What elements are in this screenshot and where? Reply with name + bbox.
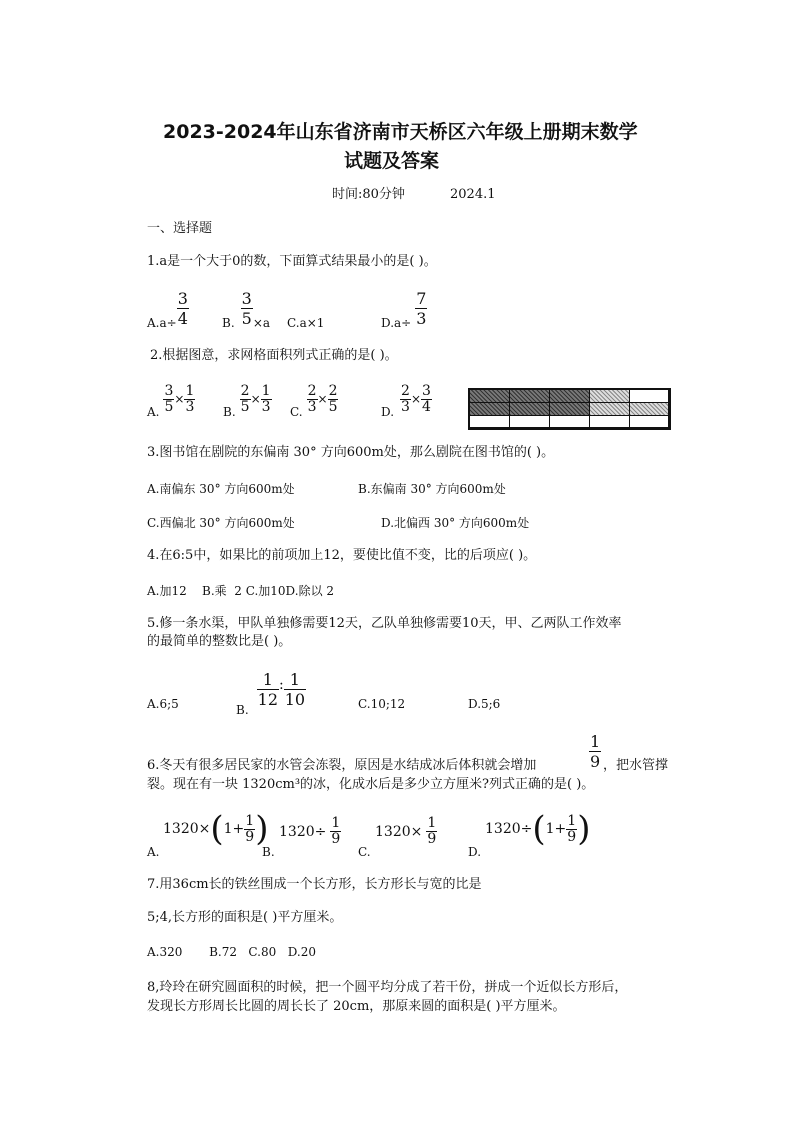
expression-text: 1320× (375, 823, 423, 840)
q2-stem: 2.根据图意，求网格面积列式正确的是( )。 (150, 348, 398, 363)
q7-options: A.320 B.72 C.80 D.20 (147, 945, 316, 959)
fraction-denominator: 5 (164, 399, 174, 415)
times-sign: × (250, 392, 261, 406)
grid-cell (630, 390, 669, 403)
ratio-colon: : (279, 677, 284, 693)
right-paren: ) (255, 809, 269, 849)
q1-option-a-prefix: A.a÷ (147, 316, 177, 330)
q6-option-c-expression (375, 816, 437, 847)
fraction-numerator: 1 (261, 383, 271, 399)
q2-grid-figure (468, 388, 671, 430)
fraction-denominator: 3 (185, 399, 195, 415)
fraction-numerator: 1 (245, 812, 255, 829)
q6-option-a-expression (163, 809, 269, 849)
fraction (163, 384, 174, 415)
times-sign: × (410, 392, 421, 406)
fraction-denominator: 4 (422, 399, 431, 415)
q6-option-d-expression (485, 809, 591, 849)
fraction (307, 384, 318, 415)
fraction-numerator: 2 (328, 383, 338, 399)
fraction (421, 384, 432, 415)
fraction-numerator: 2 (401, 383, 410, 399)
fraction-denominator: 3 (401, 399, 410, 415)
q7-stem-line2: 5;4,长方形的面积是( )平方厘米。 (147, 910, 343, 925)
q1-option-d (381, 286, 427, 330)
q5-option-b (236, 670, 306, 717)
q7-stem-line1: 7.用36cm长的铁丝围成一个长方形，长方形长与宽的比是 (147, 877, 482, 892)
grid-cell (470, 416, 510, 428)
q6-stem-fraction (589, 732, 601, 771)
fraction-numerator: 2 (307, 383, 317, 399)
times-sign: × (317, 392, 328, 406)
q3-option-c: C.西偏北 30° 方向600m处 (147, 516, 295, 530)
q1-option-d-fraction (415, 289, 427, 328)
q5-option-c: C.10;12 (358, 697, 406, 711)
q3-option-a: A.南偏东 30° 方向600m处 (147, 482, 295, 496)
q1-stem: 1.a是一个大于0的数，下面算式结果最小的是( )。 (147, 254, 437, 269)
fraction (426, 816, 437, 847)
times-sign: × (174, 392, 185, 406)
grid-cell (590, 390, 630, 403)
fraction-denominator: 3 (307, 399, 317, 415)
fraction-denominator: 5 (241, 308, 252, 328)
expression-text: 1+ (223, 821, 245, 837)
q6-option-b-label: B. (262, 845, 275, 859)
fraction-denominator: 9 (331, 831, 341, 847)
fraction-denominator: 9 (245, 828, 255, 845)
exam-date: 2024.1 (450, 187, 496, 202)
fraction (284, 670, 306, 709)
q5-stem-line1: 5.修一条水渠，甲队单独修需要12天，乙队单独修需要10天，甲、乙两队工作效率 (147, 616, 622, 631)
fraction-numerator: 7 (416, 288, 427, 308)
page-title-line2: 试题及答案 (344, 150, 440, 172)
q1-option-d-prefix: D.a÷ (381, 316, 412, 330)
q2-option-c (290, 384, 338, 419)
q6-stem-part2: ，把水管撑 (603, 758, 669, 773)
fraction (184, 384, 195, 415)
fraction-denominator: 5 (328, 399, 338, 415)
grid-cell (590, 416, 630, 428)
fraction (240, 384, 251, 415)
option-label: A. (147, 405, 160, 419)
fraction-numerator: 2 (240, 383, 250, 399)
option-label: C. (290, 405, 303, 419)
grid-cell (550, 390, 590, 403)
option-label: B. (236, 703, 249, 717)
right-paren: ) (577, 809, 591, 849)
q1-option-b-suffix: ×a (252, 316, 271, 330)
fraction-numerator: 3 (241, 288, 252, 308)
q3-stem: 3.图书馆在剧院的东偏南 30° 方向600m处，那么剧院在图书馆的( )。 (147, 445, 555, 460)
q6-stem-part1: 6.冬天有很多居民家的水管会冻裂，原因是水结成冰后体积就会增加 (147, 758, 537, 773)
fraction-denominator: 4 (177, 308, 188, 328)
grid-cell (590, 403, 630, 416)
fraction-numerator: 1 (185, 383, 195, 399)
q5-option-d: D.5;6 (468, 697, 501, 711)
q3-option-d: D.北偏西 30° 方向600m处 (381, 516, 530, 530)
fraction-denominator: 9 (567, 828, 577, 845)
grid-cell (510, 390, 550, 403)
fraction-denominator: 5 (240, 399, 250, 415)
q8-stem-line2: 发现长方形周长比圆的周长长了 20cm，那原来圆的面积是( )平方厘米。 (147, 999, 566, 1014)
fraction (400, 384, 411, 415)
fraction-numerator: 3 (164, 383, 174, 399)
grid-cell (510, 403, 550, 416)
fraction (257, 670, 279, 709)
grid-cell (510, 416, 550, 428)
q4-options: A.加12 B.乘 2 C.加10D.除以 2 (147, 584, 335, 598)
expression-text: 1+ (545, 821, 567, 837)
fraction (566, 814, 577, 845)
fraction-denominator: 9 (427, 831, 437, 847)
q8-stem-line1: 8,玲玲在研究圆面积的时候，把一个圆平均分成了若干份，拼成一个近似长方形后， (147, 980, 628, 995)
fraction-numerator: 3 (422, 383, 431, 399)
fraction-denominator: 9 (590, 752, 601, 771)
left-paren: ( (210, 809, 224, 849)
q3-option-b: B.东偏南 30° 方向600m处 (358, 482, 506, 496)
fraction-denominator: 10 (284, 690, 306, 709)
fraction-numerator: 1 (590, 732, 601, 751)
time-label: 时间:80分钟 (332, 187, 405, 202)
q4-stem: 4.在6:5中，如果比的前项加上12，要使比值不变，比的后项应( )。 (147, 548, 537, 563)
grid-cell (630, 416, 669, 428)
expression-text: 1320÷ (279, 823, 327, 840)
q2-option-d (381, 384, 432, 419)
fraction-denominator: 3 (416, 308, 427, 328)
left-paren: ( (532, 809, 546, 849)
q6-stem-line2: 裂。现在有一块 1320cm³的冰，化成水后是多少立方厘米?列式正确的是( )。 (147, 777, 595, 792)
q5-option-a: A.6;5 (147, 697, 179, 711)
q5-stem-line2: 的最简单的整数比是( )。 (147, 634, 292, 649)
q6-option-d-label: D. (468, 845, 482, 859)
q2-option-a (147, 384, 195, 419)
q1-option-b (222, 286, 270, 330)
q1-option-b-prefix: B. (222, 316, 235, 330)
fraction-numerator: 1 (331, 815, 341, 831)
expression-text: 1320× (163, 821, 211, 837)
q2-option-b (223, 384, 272, 419)
grid-cell (550, 403, 590, 416)
fraction (261, 384, 272, 415)
grid-cell (550, 416, 590, 428)
page-title-line1: 2023-2024年山东省济南市天桥区六年级上册期末数学 (163, 121, 638, 143)
q1-option-b-fraction (241, 289, 253, 328)
fraction-numerator: 1 (289, 670, 300, 689)
option-label: D. (381, 405, 395, 419)
expression-text: 1320÷ (485, 821, 533, 837)
grid-cell (630, 403, 669, 416)
fraction (244, 814, 255, 845)
section-heading: 一、选择题 (147, 221, 213, 236)
q6-option-b-expression (279, 816, 341, 847)
fraction-numerator: 1 (262, 670, 273, 689)
q1-option-a (147, 286, 189, 330)
fraction-numerator: 1 (567, 812, 577, 829)
fraction (328, 384, 339, 415)
option-label: B. (223, 405, 236, 419)
q1-option-c: C.a×1 (287, 316, 325, 330)
grid-cell (470, 390, 510, 403)
q6-option-c-label: C. (358, 845, 371, 859)
fraction-denominator: 3 (261, 399, 271, 415)
fraction-numerator: 3 (177, 288, 188, 308)
fraction-numerator: 1 (427, 815, 437, 831)
fraction-denominator: 12 (257, 690, 278, 709)
grid-cell (470, 403, 510, 416)
q1-option-a-fraction (177, 289, 189, 328)
fraction (330, 816, 341, 847)
q6-option-a-label: A. (147, 845, 160, 859)
